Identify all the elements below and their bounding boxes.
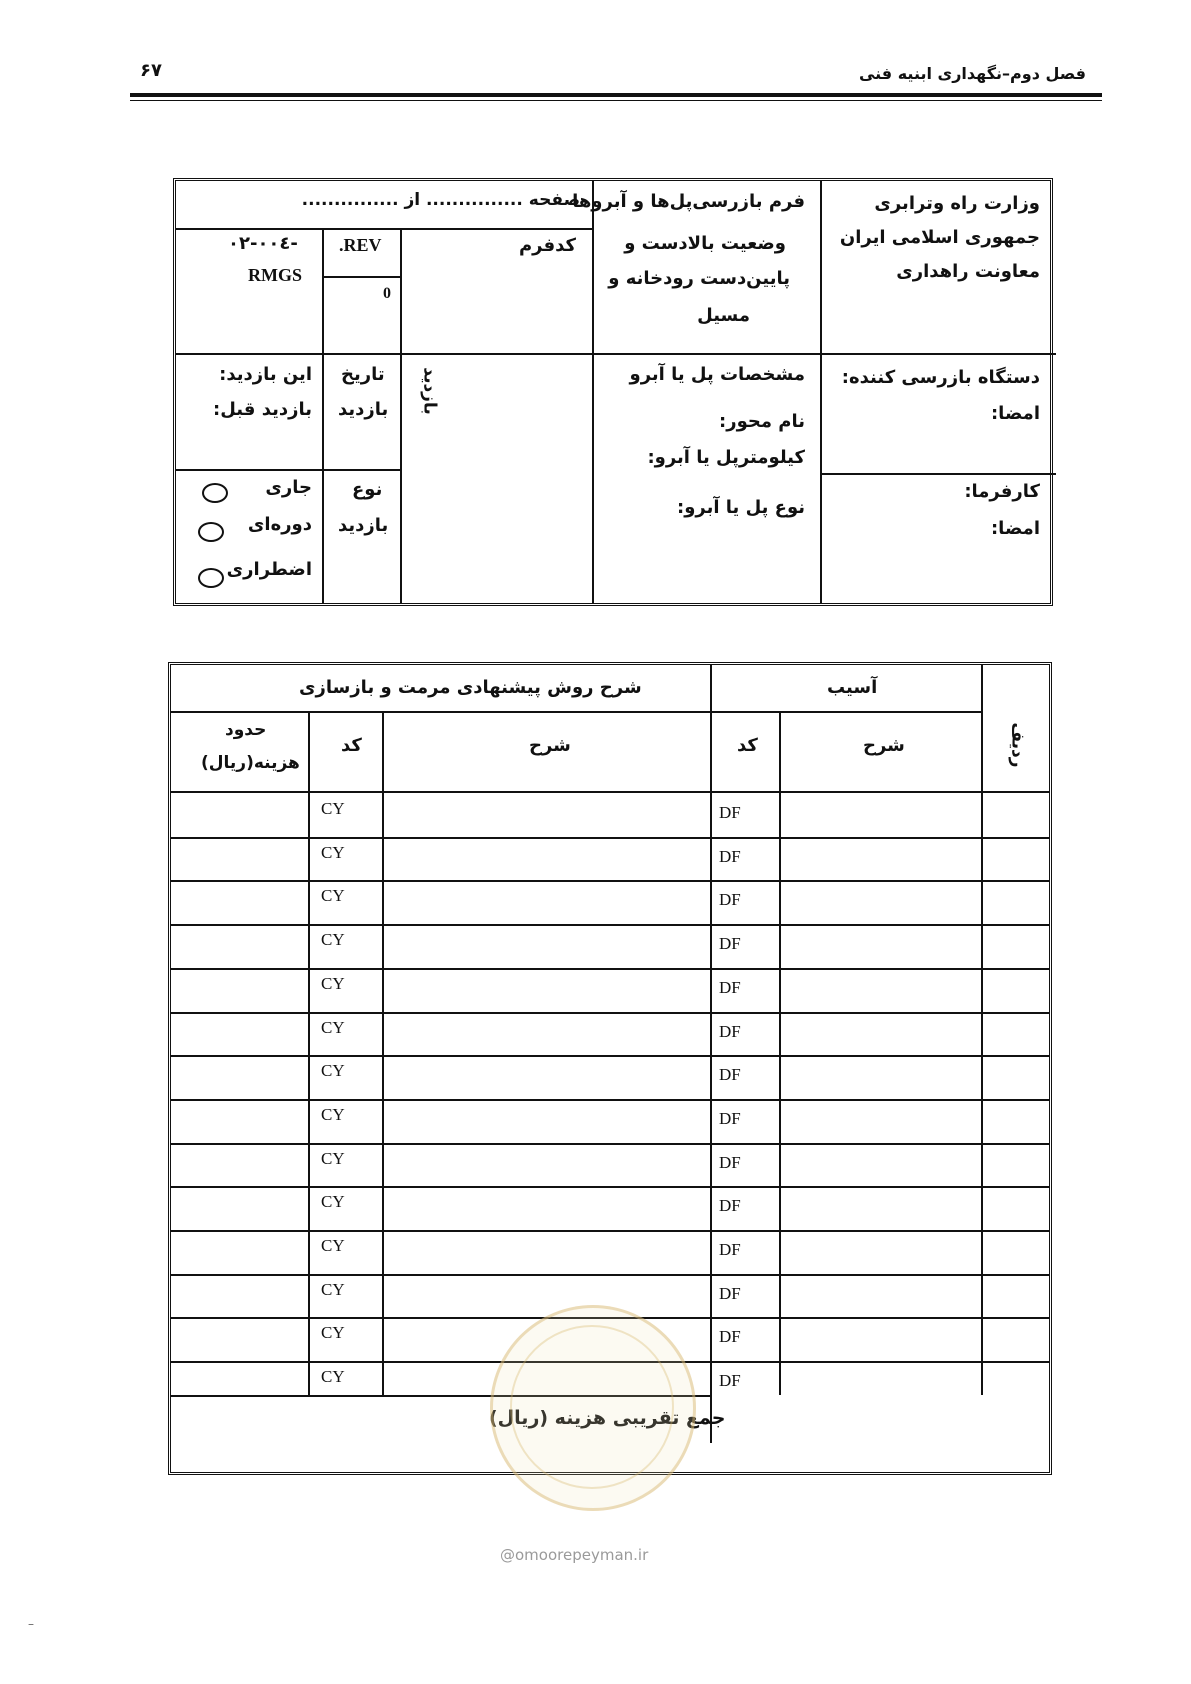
watermark-site: @omoorepeyman.ir [500, 1546, 649, 1564]
visit-date-label: بازدید [338, 399, 389, 420]
damage-code-cell: DF [719, 978, 741, 997]
divider [981, 665, 983, 1395]
row-divider [171, 1230, 1049, 1232]
divider [779, 711, 781, 1395]
divider [822, 473, 1056, 475]
repair-code-cell: CY [321, 930, 345, 949]
watermark-seal-inner [510, 1325, 674, 1489]
row-divider [171, 1012, 1049, 1014]
damage-code-cell: DF [719, 1196, 741, 1215]
divider [308, 711, 310, 1395]
repair-code-cell: CY [321, 974, 345, 993]
damage-code-cell: DF [719, 1022, 741, 1041]
visit-type-emergency-radio[interactable] [198, 568, 224, 588]
signature-label: امضا: [990, 403, 1040, 424]
row-divider [171, 1099, 1049, 1101]
row-divider [171, 880, 1049, 882]
damage-code-cell: DF [719, 890, 741, 909]
visit-type-label: نوع [352, 479, 383, 500]
divider [710, 665, 712, 1395]
row-divider [171, 1143, 1049, 1145]
form-subtitle: مسیل [697, 305, 750, 326]
repair-code-cell: CY [321, 1236, 345, 1255]
signature-label: امضا: [990, 518, 1040, 539]
repair-desc-header: شرح [529, 735, 571, 756]
divider [592, 181, 594, 603]
visit-type-label: بازدید [338, 515, 389, 536]
divider [176, 469, 400, 471]
rev-value: 0 [383, 285, 391, 302]
km-label: کیلومترپل یا آبرو: [647, 447, 805, 468]
damage-code-cell: DF [719, 934, 741, 953]
damage-code-cell: DF [719, 1371, 741, 1390]
visit-date-label: تاریخ [341, 364, 385, 385]
divider [176, 353, 1056, 355]
inspector-label: دستگاه بازرسی کننده: [841, 367, 1040, 388]
cost-header: حدود [225, 720, 267, 740]
inspection-vertical-label: بازدید [419, 367, 440, 415]
damage-code-cell: DF [719, 1109, 741, 1128]
header-rule-thick [130, 93, 1102, 97]
code-value: -۰۲-۰۰٤ [228, 233, 298, 254]
divider [382, 711, 384, 1395]
form-subtitle: پایین‌دست رودخانه و [608, 268, 790, 289]
repair-code-cell: CY [321, 799, 345, 818]
code-value: RMGS [248, 265, 302, 285]
visit-type-option-periodic: دوره‌ای [247, 514, 312, 535]
repair-code-cell: CY [321, 1323, 345, 1342]
repair-method-header: شرح روش پیشنهادی مرمت و بازسازی [299, 677, 642, 698]
repair-code-cell: CY [321, 1149, 345, 1168]
visit-type-option-current: جاری [265, 477, 312, 498]
repair-code-cell: CY [321, 1367, 345, 1386]
ministry-line: جمهوری اسلامی ایران [839, 227, 1040, 248]
damage-code-cell: DF [719, 847, 741, 866]
chapter-title: فصل دوم–نگهداری ابنیه فنی [858, 64, 1086, 83]
ministry-line: معاونت راهداری [896, 261, 1040, 282]
damage-code-cell: DF [719, 803, 741, 822]
form-subtitle: وضعیت بالادست و [624, 233, 786, 254]
divider [171, 791, 1049, 793]
form-code-label: کدفرم [518, 235, 576, 256]
repair-code-cell: CY [321, 1280, 345, 1299]
repair-code-cell: CY [321, 1192, 345, 1211]
visit-type-option-emergency: اضطراری [226, 559, 312, 580]
page-field: صفحه ............... از ............... [301, 190, 580, 210]
total-cost-label: جمع تقریبی هزینه (ریال) [489, 1407, 726, 1429]
row-divider [171, 1055, 1049, 1057]
row-divider [171, 1274, 1049, 1276]
prev-visit-label: بازدید قبل: [213, 399, 312, 420]
visit-type-current-radio[interactable] [202, 483, 228, 503]
damage-code-cell: DF [719, 1327, 741, 1346]
damage-code-cell: DF [719, 1065, 741, 1084]
bridge-spec-label: مشخصات پل یا آبرو [629, 364, 805, 385]
row-divider [171, 968, 1049, 970]
inspection-header-form [173, 178, 1053, 606]
row-number-header: ردیف [1007, 722, 1028, 768]
rev-label: .REV [339, 235, 382, 255]
visit-type-periodic-radio[interactable] [198, 522, 224, 542]
damage-code-cell: DF [719, 1153, 741, 1172]
damage-code-header: کد [737, 735, 758, 756]
damage-code-cell: DF [719, 1284, 741, 1303]
repair-code-cell: CY [321, 886, 345, 905]
divider [176, 228, 592, 230]
page-number: ۶۷ [140, 60, 162, 81]
divider [171, 711, 981, 713]
repair-code-cell: CY [321, 1018, 345, 1037]
repair-code-cell: CY [321, 843, 345, 862]
divider [400, 228, 402, 603]
this-visit-label: این بازدید: [219, 364, 312, 385]
page-mark: – [28, 1617, 34, 1631]
axis-name-label: نام محور: [719, 411, 805, 432]
header-rule-thin [130, 100, 1102, 101]
divider [322, 228, 324, 603]
row-divider [171, 1186, 1049, 1188]
divider [820, 181, 822, 603]
damage-header: آسیب [827, 677, 878, 698]
row-divider [171, 837, 1049, 839]
form-title: فرم بازرسی‌پل‌ها و آبروها [572, 191, 805, 212]
damage-code-cell: DF [719, 1240, 741, 1259]
employer-label: کارفرما: [964, 481, 1040, 502]
ministry-line: وزارت راه وترابری [874, 193, 1040, 214]
damage-desc-header: شرح [863, 735, 905, 756]
repair-code-cell: CY [321, 1061, 345, 1080]
bridge-type-label: نوع پل یا آبرو: [677, 497, 805, 518]
cost-header: هزینه(ریال) [201, 753, 300, 773]
repair-code-header: کد [341, 735, 362, 756]
row-divider [171, 924, 1049, 926]
divider [322, 276, 400, 278]
repair-code-cell: CY [321, 1105, 345, 1124]
